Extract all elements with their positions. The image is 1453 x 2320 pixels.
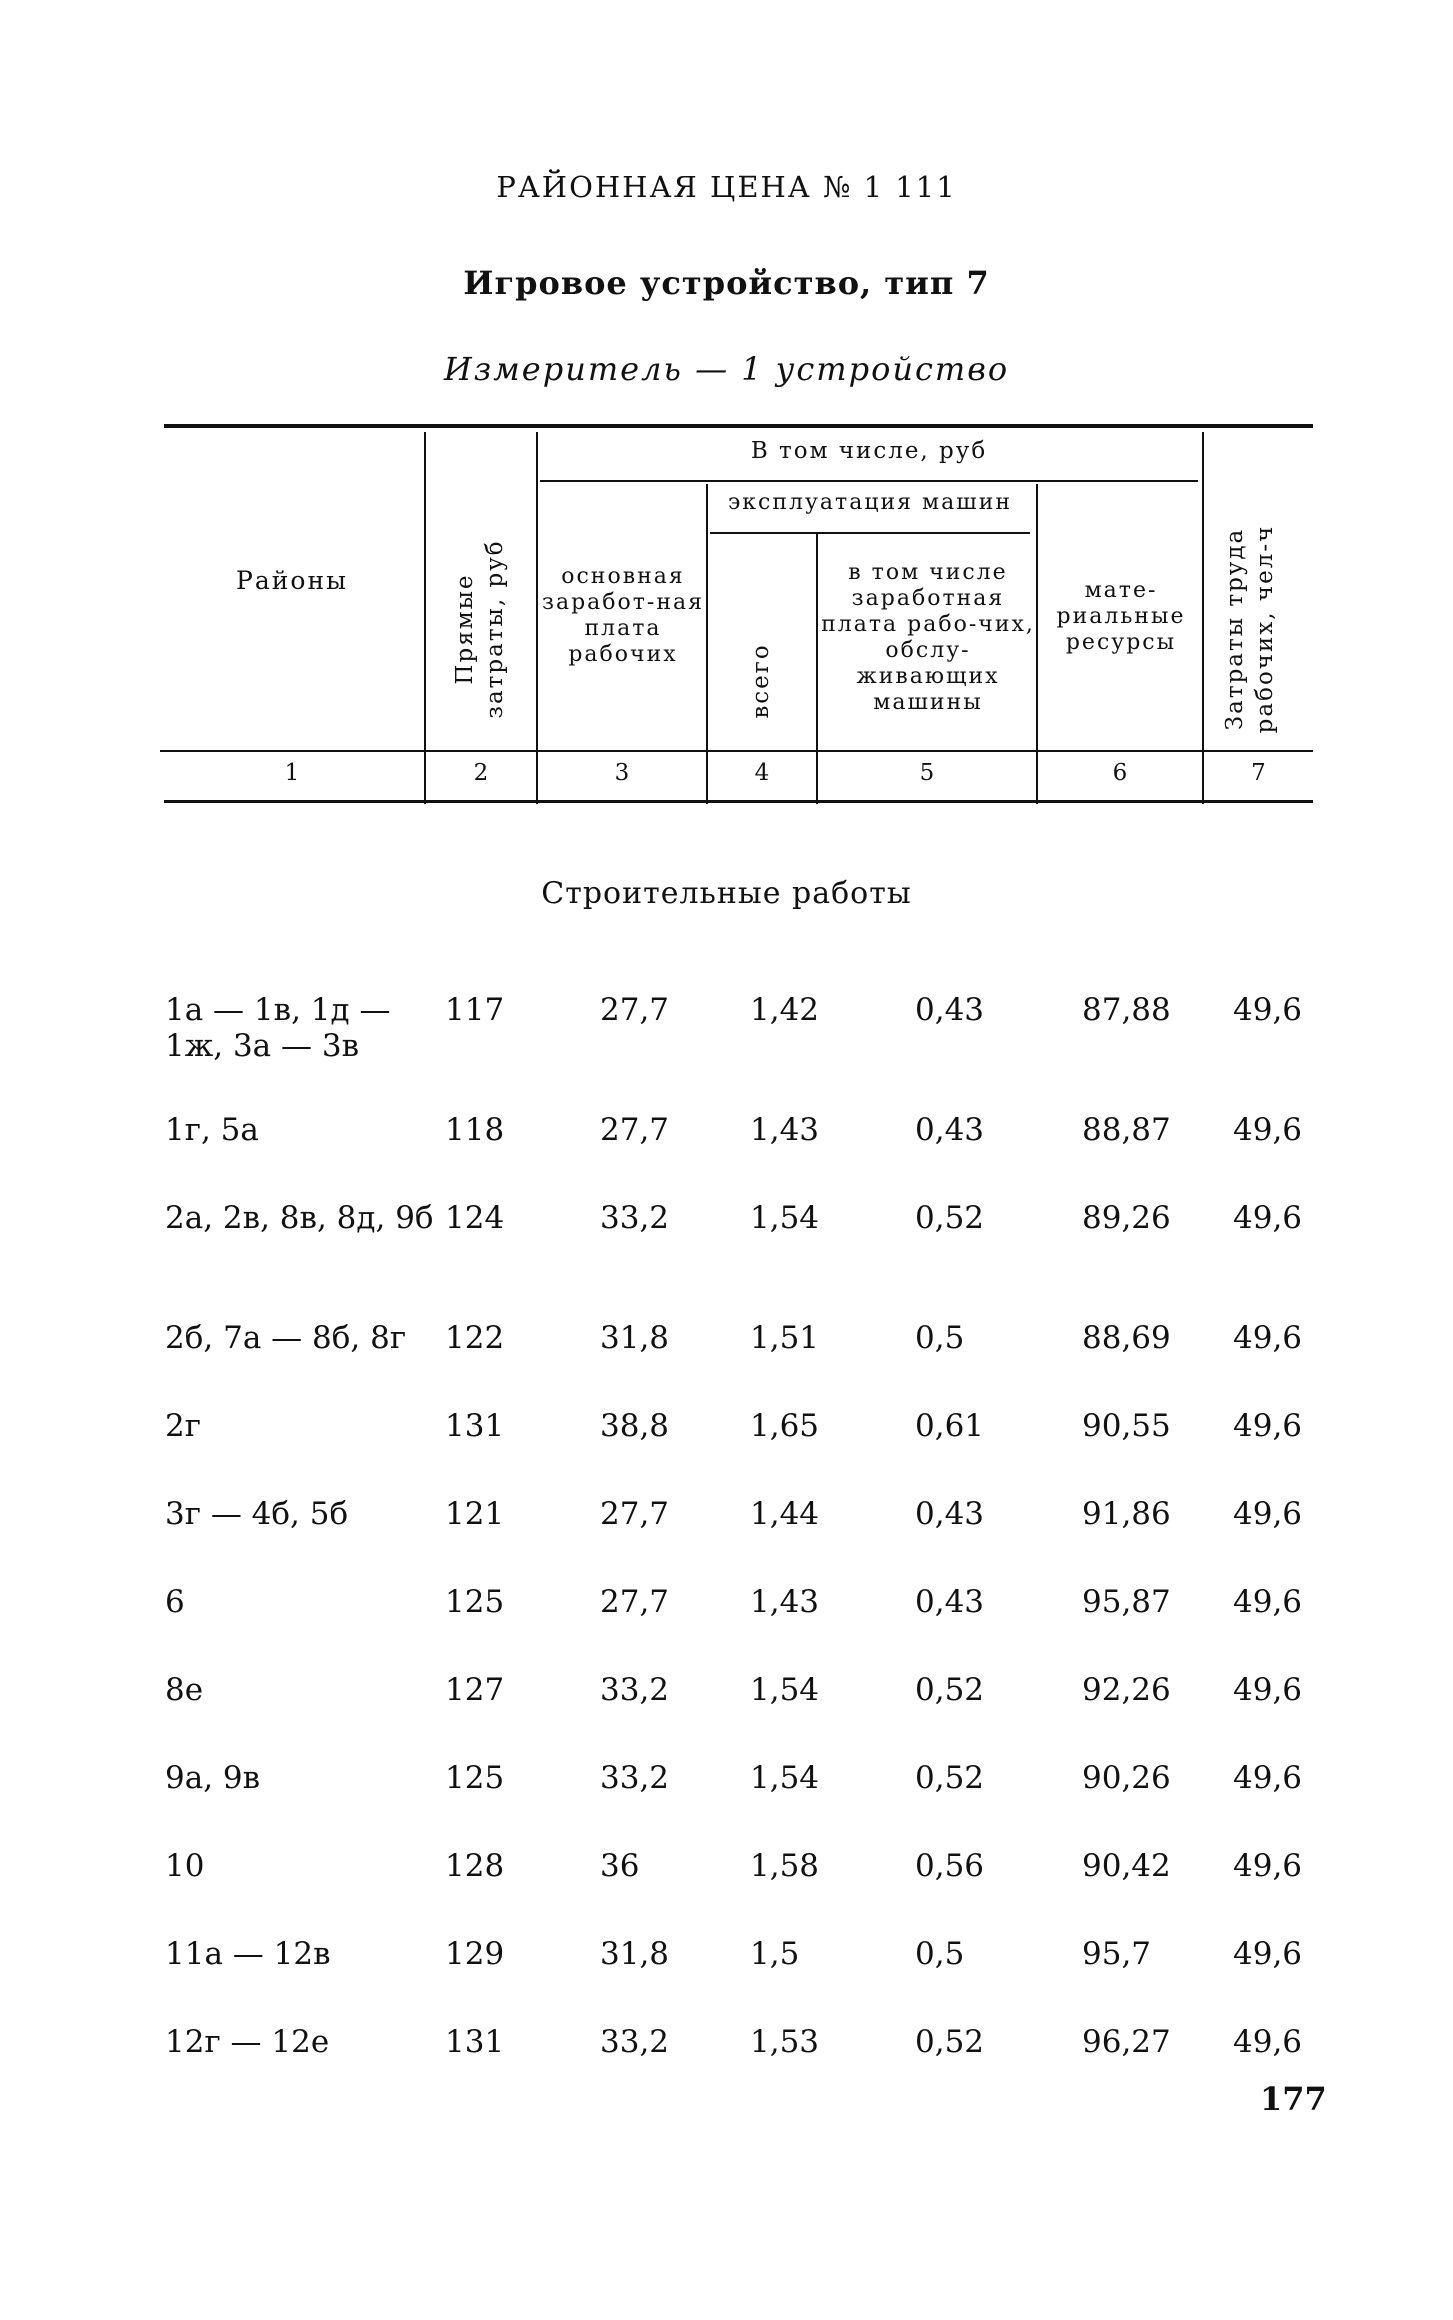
including-rule: [540, 480, 1198, 482]
col-number-6: 6: [1112, 760, 1128, 786]
cell-labor: 49,6: [1233, 1496, 1303, 1532]
header-including: В том числе, руб: [750, 438, 988, 464]
section-title: Строительные работы: [541, 876, 912, 911]
col-number-4: 4: [754, 760, 770, 786]
header-bottom-rule: [164, 800, 1313, 803]
cell-labor: 49,6: [1233, 1760, 1303, 1796]
cell-region: 2г: [165, 1408, 201, 1444]
cell-materials: 90,55: [1082, 1408, 1171, 1444]
cell-wage: 31,8: [600, 1936, 670, 1972]
cell-materials: 88,69: [1082, 1320, 1171, 1356]
cell-wage: 27,7: [600, 1584, 670, 1620]
cell-machine-wage: 0,56: [915, 1848, 985, 1884]
cell-region: 11а — 12в: [165, 1936, 331, 1972]
cell-materials: 95,87: [1082, 1584, 1171, 1620]
cell-direct: 129: [445, 1936, 505, 1972]
measure-unit: Измеритель — 1 устройство: [443, 350, 1010, 388]
header-machine-operation: эксплуатация машин: [727, 490, 1013, 515]
col-number-5: 5: [919, 760, 935, 786]
page-title: Игровое устройство, тип 7: [463, 264, 990, 302]
cell-labor: 49,6: [1233, 1408, 1303, 1444]
cell-machine-wage: 0,5: [915, 1936, 965, 1972]
cell-machine-wage: 0,52: [915, 1672, 985, 1708]
cell-labor: 49,6: [1233, 1584, 1303, 1620]
cell-labor: 49,6: [1233, 1320, 1303, 1356]
cell-machine: 1,54: [750, 1672, 820, 1708]
cell-region: 1г, 5а: [165, 1112, 259, 1148]
cell-wage: 27,7: [600, 1112, 670, 1148]
cell-direct: 117: [445, 992, 505, 1028]
col-sep-6: [1202, 432, 1204, 804]
cell-region: 9а, 9в: [165, 1760, 261, 1796]
cell-materials: 90,42: [1082, 1848, 1171, 1884]
cell-region: 3г — 4б, 5б: [165, 1496, 349, 1532]
cell-machine: 1,65: [750, 1408, 820, 1444]
cell-machine: 1,58: [750, 1848, 820, 1884]
cell-materials: 87,88: [1082, 992, 1171, 1028]
cell-labor: 49,6: [1233, 1112, 1303, 1148]
cell-machine-wage: 0,5: [915, 1320, 965, 1356]
cell-direct: 127: [445, 1672, 505, 1708]
col-number-7: 7: [1251, 760, 1266, 786]
cell-wage: 33,2: [600, 2024, 670, 2060]
col-sep-5: [1036, 484, 1038, 804]
cell-direct: 125: [445, 1760, 505, 1796]
cell-machine-wage: 0,43: [915, 1112, 985, 1148]
page-number: 177: [1260, 2080, 1327, 2118]
header-materials: мате-риальные ресурсы: [1056, 578, 1186, 655]
cell-wage: 27,7: [600, 992, 670, 1028]
cell-region: 2а, 2в, 8в, 8д, 9б: [165, 1200, 434, 1236]
cell-machine: 1,42: [750, 992, 820, 1028]
col-sep-3: [706, 484, 708, 804]
cell-materials: 92,26: [1082, 1672, 1171, 1708]
cell-direct: 124: [445, 1200, 505, 1236]
cell-machine: 1,5: [750, 1936, 800, 1972]
cell-direct: 121: [445, 1496, 505, 1532]
header-top-rule: [164, 424, 1313, 428]
header-regions: Районы: [236, 566, 348, 595]
header-direct-costs: Прямые затраты, руб: [452, 539, 508, 719]
cell-labor: 49,6: [1233, 1936, 1303, 1972]
cell-wage: 33,2: [600, 1760, 670, 1796]
cell-region: 1а — 1в, 1д — 1ж, 3а — 3в: [165, 992, 391, 1064]
cell-direct: 131: [445, 2024, 505, 2060]
cell-machine: 1,51: [750, 1320, 820, 1356]
cell-direct: 128: [445, 1848, 505, 1884]
cell-labor: 49,6: [1233, 1200, 1303, 1236]
header-machine-wage: в том числе заработная плата рабо-чих, обслу-живающих машины: [821, 560, 1035, 715]
cell-materials: 91,86: [1082, 1496, 1171, 1532]
cell-wage: 36: [600, 1848, 640, 1884]
cell-machine-wage: 0,43: [915, 992, 985, 1028]
cell-region: 10: [165, 1848, 205, 1884]
cell-machine: 1,53: [750, 2024, 820, 2060]
header-base-wage: основная заработ-ная плата рабочих: [541, 564, 705, 667]
cell-wage: 33,2: [600, 1672, 670, 1708]
cell-wage: 38,8: [600, 1408, 670, 1444]
col-number-1: 1: [284, 760, 300, 786]
cell-materials: 88,87: [1082, 1112, 1171, 1148]
cell-machine-wage: 0,61: [915, 1408, 985, 1444]
cell-region: 8е: [165, 1672, 204, 1708]
header-labor: Затраты труда рабочих, чел-ч: [1222, 524, 1278, 734]
cell-wage: 33,2: [600, 1200, 670, 1236]
cell-direct: 122: [445, 1320, 505, 1356]
machine-rule: [710, 532, 1030, 534]
header-mid-rule: [160, 750, 1313, 752]
cell-region: 6: [165, 1584, 185, 1620]
cell-labor: 49,6: [1233, 992, 1303, 1028]
cell-machine-wage: 0,43: [915, 1584, 985, 1620]
cell-materials: 90,26: [1082, 1760, 1171, 1796]
cell-materials: 95,7: [1082, 1936, 1152, 1972]
cell-machine: 1,54: [750, 1200, 820, 1236]
cell-direct: 131: [445, 1408, 505, 1444]
cell-machine: 1,43: [750, 1584, 820, 1620]
col-number-3: 3: [614, 760, 630, 786]
cell-wage: 31,8: [600, 1320, 670, 1356]
cell-region: 12г — 12е: [165, 2024, 330, 2060]
cell-machine-wage: 0,52: [915, 2024, 985, 2060]
cell-machine-wage: 0,52: [915, 1200, 985, 1236]
cell-direct: 118: [445, 1112, 505, 1148]
col-sep-2: [536, 432, 538, 804]
col-sep-1: [424, 432, 426, 804]
cell-materials: 96,27: [1082, 2024, 1171, 2060]
cell-machine: 1,43: [750, 1112, 820, 1148]
cell-direct: 125: [445, 1584, 505, 1620]
cell-labor: 49,6: [1233, 2024, 1303, 2060]
table-header: [160, 424, 1313, 804]
cell-machine-wage: 0,52: [915, 1760, 985, 1796]
col-number-2: 2: [473, 760, 489, 786]
cell-labor: 49,6: [1233, 1672, 1303, 1708]
cell-machine: 1,54: [750, 1760, 820, 1796]
header-machine-total: всего: [748, 643, 774, 719]
running-head: РАЙОННАЯ ЦЕНА № 1 111: [496, 170, 957, 204]
cell-wage: 27,7: [600, 1496, 670, 1532]
cell-materials: 89,26: [1082, 1200, 1171, 1236]
cell-labor: 49,6: [1233, 1848, 1303, 1884]
cell-machine-wage: 0,43: [915, 1496, 985, 1532]
cell-machine: 1,44: [750, 1496, 820, 1532]
cell-region: 2б, 7а — 8б, 8г: [165, 1320, 407, 1356]
